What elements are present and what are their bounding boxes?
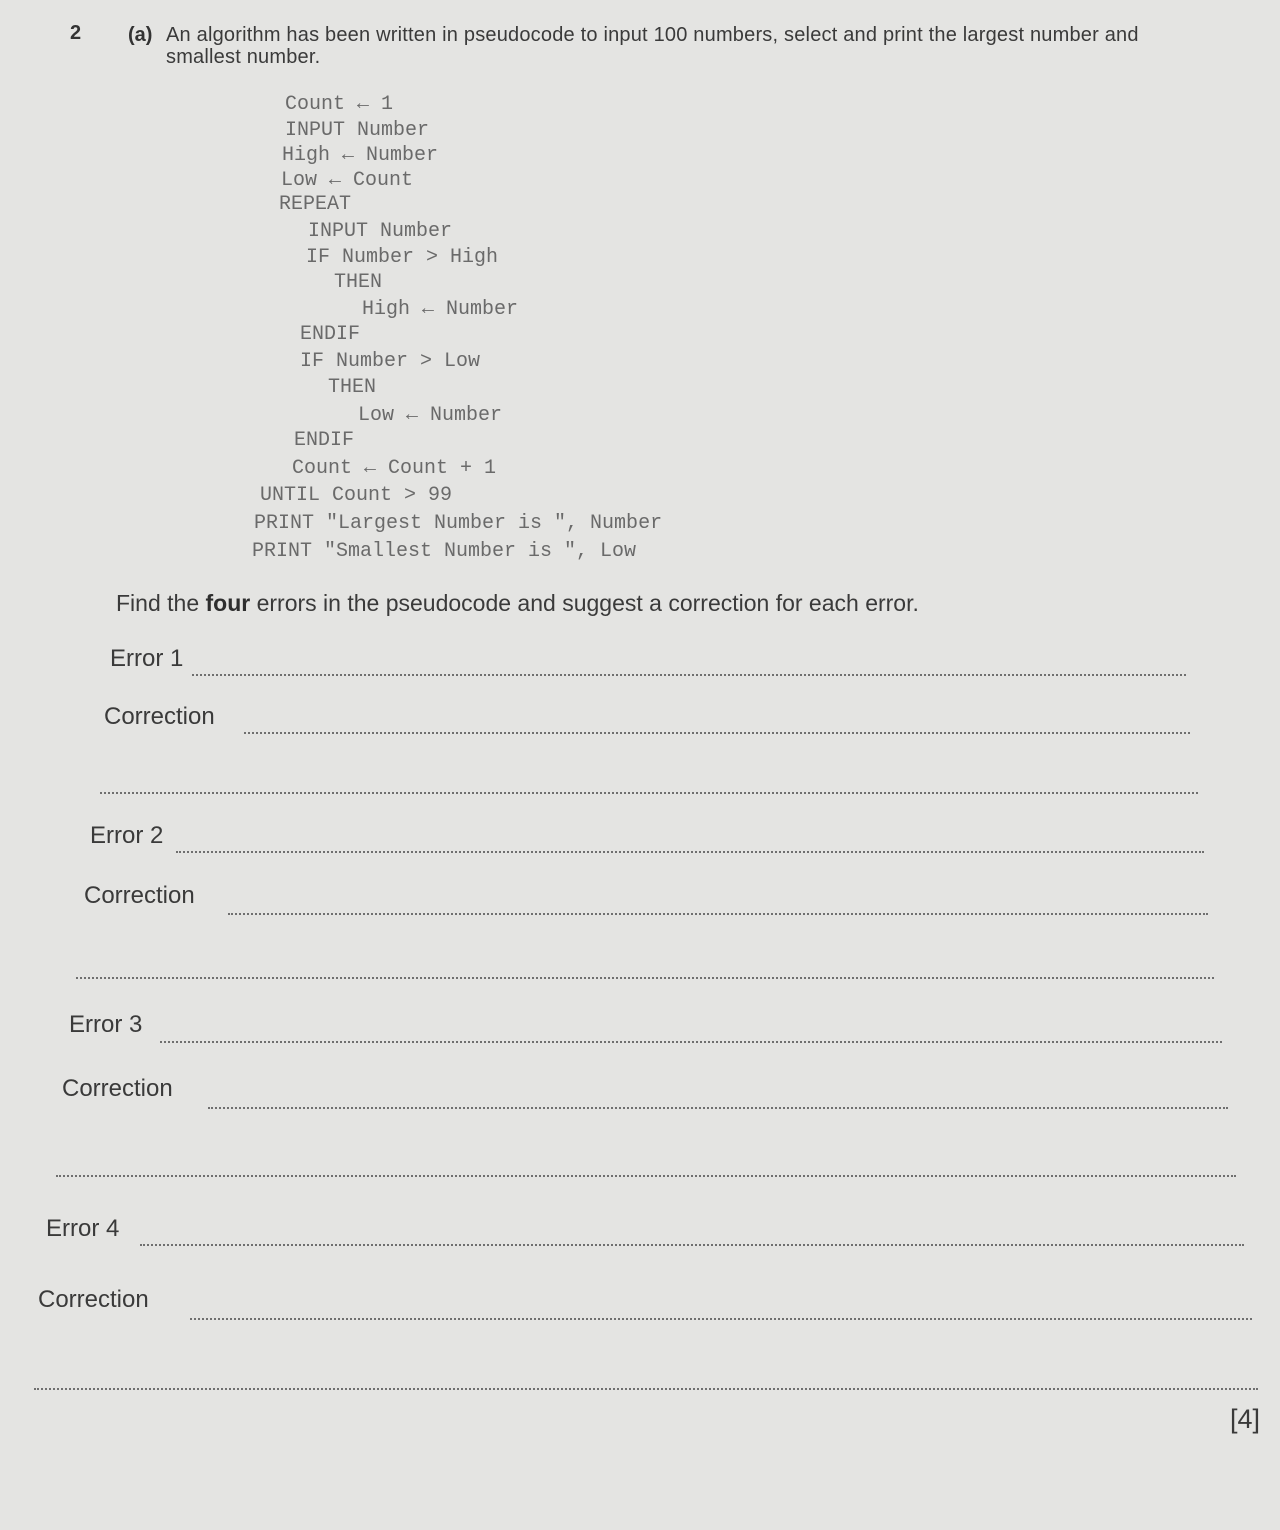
error-4-label: Error 4 — [46, 1215, 120, 1242]
error-3-label: Error 3 — [69, 1011, 143, 1038]
error-1-answer-line[interactable] — [192, 674, 1186, 676]
error-1-label: Error 1 — [110, 645, 184, 672]
correction-1-answer-line[interactable] — [244, 732, 1190, 734]
error-2-answer-line[interactable] — [176, 851, 1204, 853]
correction-3-answer-line-2[interactable] — [56, 1175, 1236, 1177]
correction-3-answer-line[interactable] — [208, 1107, 1228, 1109]
code-line: IF Number > Low — [300, 350, 481, 373]
code-line: High ← Number — [282, 144, 439, 167]
question-intro: An algorithm has been written in pseudocode to input 100 numbers, select and print the largest number and smallest number. — [166, 24, 1139, 68]
instruction: Find the four errors in the pseudocode and suggest a correction for each error. — [116, 590, 919, 616]
correction-2-answer-line[interactable] — [228, 913, 1208, 915]
code-line: PRINT "Largest Number is ", Number — [254, 512, 663, 535]
code-line: High ← Number — [362, 298, 519, 321]
correction-2-label: Correction — [84, 882, 195, 909]
code-line: Count ← Count + 1 — [292, 457, 497, 480]
code-line: Low ← Number — [358, 404, 503, 427]
code-line: ENDIF — [294, 429, 355, 452]
code-line: IF Number > High — [306, 246, 499, 269]
code-line: UNTIL Count > 99 — [260, 484, 453, 507]
correction-4-answer-line-2[interactable] — [34, 1388, 1258, 1390]
question-part: (a) — [128, 24, 153, 46]
code-line: THEN — [334, 271, 383, 294]
code-line: PRINT "Smallest Number is ", Low — [252, 540, 637, 563]
code-line: Low ← Count — [281, 169, 414, 192]
code-line: Count ← 1 — [285, 93, 394, 116]
code-line: INPUT Number — [285, 119, 430, 142]
correction-4-label: Correction — [38, 1286, 149, 1313]
instruction-emphasis: four — [205, 590, 251, 616]
code-line: INPUT Number — [308, 220, 453, 243]
error-2-label: Error 2 — [90, 822, 164, 849]
correction-1-answer-line-2[interactable] — [100, 792, 1198, 794]
code-line: THEN — [328, 376, 377, 399]
error-4-answer-line[interactable] — [140, 1244, 1244, 1246]
question-number: 2 — [70, 22, 82, 44]
code-line: ENDIF — [300, 323, 361, 346]
correction-4-answer-line[interactable] — [190, 1318, 1252, 1320]
code-line: REPEAT — [279, 193, 352, 216]
error-3-answer-line[interactable] — [160, 1041, 1222, 1043]
marks-total: [4] — [1230, 1404, 1261, 1434]
correction-3-label: Correction — [62, 1075, 173, 1102]
correction-1-label: Correction — [104, 703, 215, 730]
correction-2-answer-line-2[interactable] — [76, 977, 1214, 979]
